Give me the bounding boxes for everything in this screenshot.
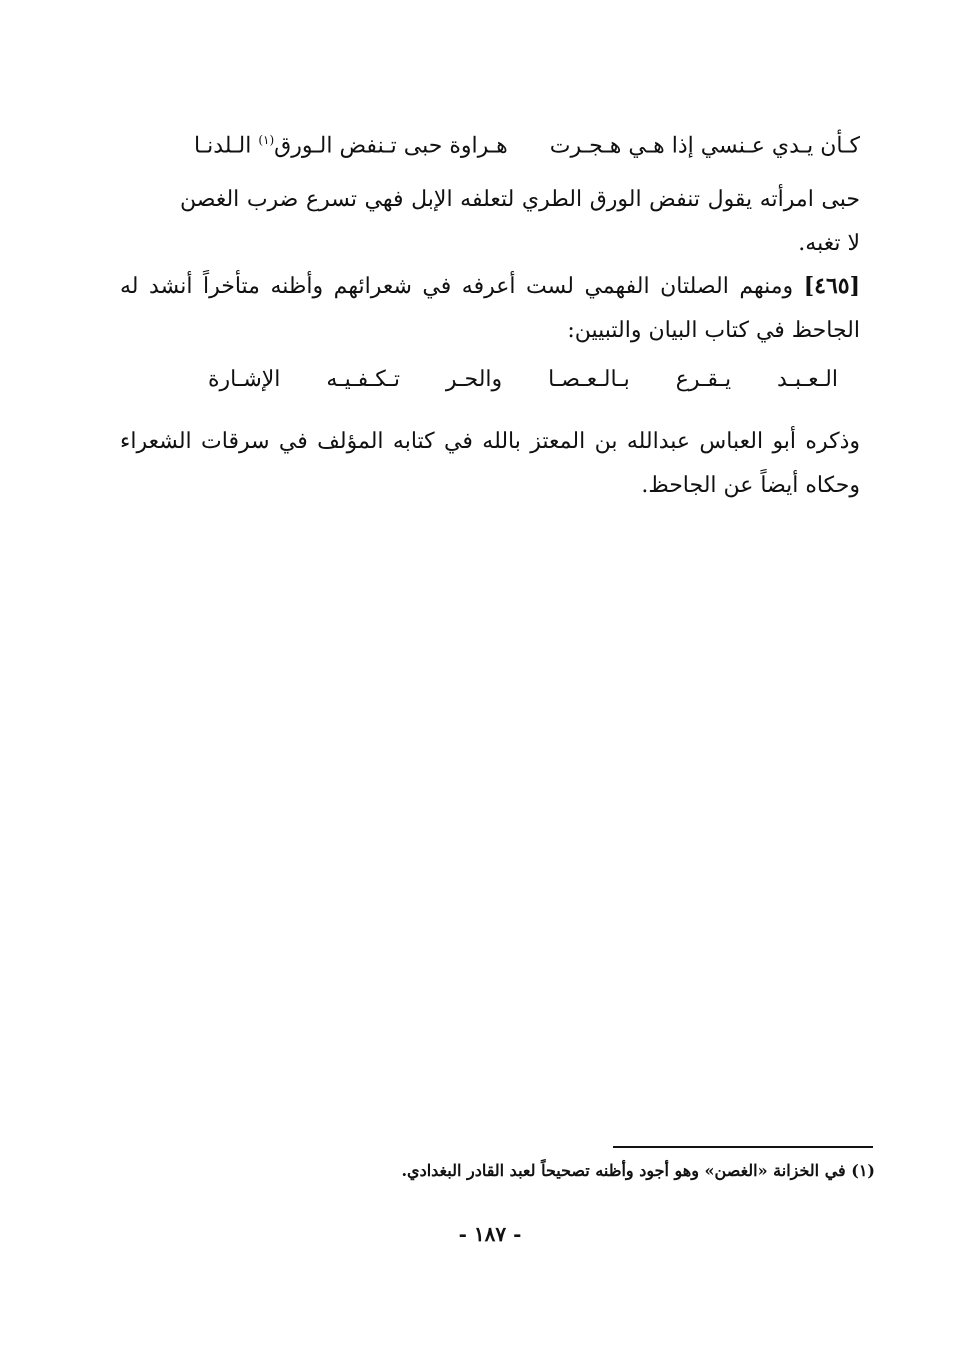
paragraph-commentary (180, 178, 860, 266)
verse-2-word: الإشـارة (208, 367, 281, 392)
verse-2-word: بـالـعـصـا (548, 367, 630, 392)
footnote-text: (١) في الخزانة «الغصن» وهو أجود وأظنه تصحيحاً لعبد القادر البغدادي. (401, 1161, 875, 1180)
verse-2-word: تـكـفـيـه (326, 367, 400, 392)
paragraph-entry-465 (120, 264, 860, 353)
footnote (175, 1156, 875, 1186)
footnote-marker[interactable]: (١) (258, 133, 275, 147)
verse-1-hemistich-2: هـراوة حبى تـنفض الـورق (274, 133, 508, 159)
verse-1-hemistich-2-end: الـلدنـا (193, 133, 259, 159)
paragraph-commentary-text: حبى امرأته يقول تنفض الورق الطري لتعلفه الإبل فهي تسرع ضرب الغصن لا تغبه. (180, 187, 860, 256)
verse-1-hemistich-1: كـأن يـدي عـنسي إذا هـي هـجـرت (549, 133, 860, 159)
verse-2-word: الـعـبـد (777, 367, 838, 392)
paragraph-ibn-al-mutazz-text: وذكره أبو العباس عبدالله بن المعتز بالله في كتابه المؤلف في سرقات الشعراء وحكاه أيضاً عن الجاحظ. (120, 429, 860, 498)
page-number (440, 1222, 540, 1246)
verse-2-word: يـقـرع (675, 367, 732, 392)
page-number-text: - ١٨٧ - (458, 1222, 522, 1246)
paragraph-ibn-al-mutazz (120, 420, 860, 508)
footnote-divider (613, 1146, 873, 1148)
paragraph-entry-text: ومنهم الصلتان الفهمي لست أعرفه في شعرائهم وأظنه متأخراً أنشد له الجاحظ في كتاب البيان والتبيين: (120, 274, 860, 343)
verse-line-1 (120, 118, 860, 168)
verse-2-word: والحـر (445, 367, 503, 392)
entry-number: [٤٦٥] (803, 273, 860, 299)
verse-line-2 (208, 360, 838, 400)
